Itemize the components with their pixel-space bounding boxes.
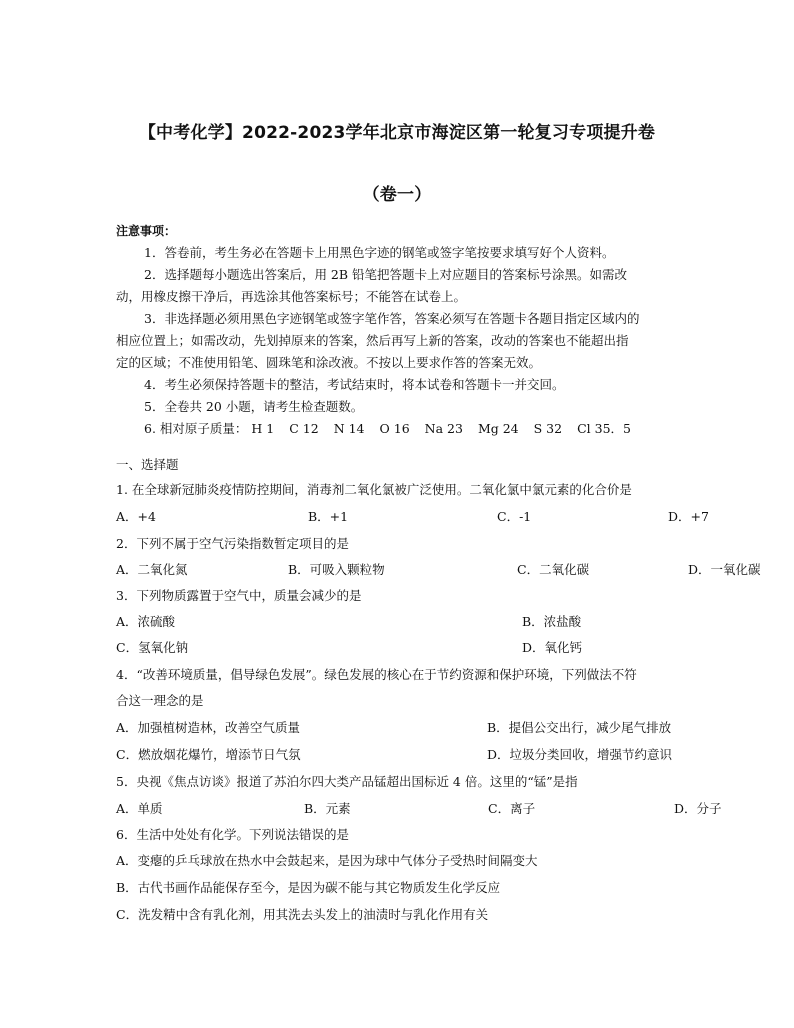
question-stem: 2．下列不属于空气污染指数暂定项目的是 [116, 536, 349, 551]
question-stem: 4．“改善环境质量，倡导绿色发展”。绿色发展的核心在于节约资源和保护环境，下列做法不符 [116, 667, 637, 682]
note-line: 4．考生必须保持答题卡的整洁，考试结束时，将本试卷和答题卡一并交回。 [144, 377, 565, 392]
option-d: D．氧化钙 [522, 640, 583, 655]
question-stem: 6．生活中处处有化学。下列说法错误的是 [116, 827, 349, 842]
question-stem: 合这一理念的是 [116, 693, 204, 708]
option-d: D．垃圾分类回收，增强节约意识 [487, 747, 673, 762]
note-line: 5．全卷共 20 小题，请考生检查题数。 [144, 399, 364, 414]
option-c: C．离子 [488, 801, 536, 816]
section-heading: 一、选择题 [116, 457, 179, 472]
note-line: 动，用橡皮擦干净后，再选涂其他答案标号；不能答在试卷上。 [116, 289, 467, 304]
notes-heading: 注意事项： [116, 224, 177, 238]
option-a: A．浓硫酸 [116, 614, 176, 629]
option-c: C．氢氧化钠 [116, 640, 189, 655]
note-line: 相应位置上；如需改动，先划掉原来的答案，然后再写上新的答案，改动的答案也不能超出指 [116, 333, 629, 348]
option-b: B．浓盐酸 [522, 614, 582, 629]
option-a: A．单质 [116, 801, 163, 816]
option-c: C．二氧化碳 [517, 562, 590, 577]
option-b: B．古代书画作品能保存至今，是因为碳不能与其它物质发生化学反应 [116, 880, 501, 895]
atomic-mass: Mg 24 [477, 421, 519, 436]
option-a: A．二氧化氮 [116, 562, 188, 577]
atomic-mass: O 16 [379, 421, 410, 436]
note-line: 3．非选择题必须用黑色字迹钢笔或签字笔作答，答案必须写在答题卡各题目指定区域内的 [144, 311, 640, 326]
atomic-mass: Na 23 [424, 421, 463, 436]
atomic-mass: Cl 35．5 [577, 421, 631, 436]
note-line: 1．答卷前，考生务必在答题卡上用黑色字迹的钢笔或签字笔按要求填写好个人资料。 [144, 245, 615, 260]
option-b: B．+1 [308, 509, 349, 524]
atomic-mass: H 1 [251, 421, 275, 436]
note-line: 2．选择题每小题选出答案后，用 2B 铅笔把答题卡上对应题目的答案标号涂黑。如需改 [144, 267, 628, 282]
option-a: A．加强植树造林，改善空气质量 [116, 720, 301, 735]
option-b: B．可吸入颗粒物 [288, 562, 385, 577]
option-a: A．变瘪的乒乓球放在热水中会鼓起来，是因为球中气体分子受热时间隔变大 [116, 853, 538, 868]
document-title: 【中考化学】2022-2023学年北京市海淀区第一轮复习专项提升卷 [138, 123, 656, 143]
note-line: 定的区域；不准使用铅笔、圆珠笔和涂改液。不按以上要求作答的答案无效。 [116, 355, 542, 370]
option-b: B．提倡公交出行，减少尾气排放 [487, 720, 672, 735]
atomic-mass-label: 6. 相对原子质量： [144, 421, 248, 436]
document-subtitle: （卷一） [362, 185, 432, 205]
option-d: D．分子 [674, 801, 722, 816]
option-d: D．+7 [668, 509, 709, 524]
atomic-mass: C 12 [289, 421, 319, 436]
question-stem: 5．央视《焦点访谈》报道了苏泊尔四大类产品锰超出国标近 4 倍。这里的“锰”是指 [116, 774, 578, 789]
option-a: A．+4 [116, 509, 156, 524]
question-stem: 1. 在全球新冠肺炎疫情防控期间，消毒剂二氧化氯被广泛使用。二氧化氯中氯元素的化合价是 [116, 482, 632, 497]
option-c: C．燃放烟花爆竹，增添节日气氛 [116, 747, 301, 762]
option-b: B．元素 [304, 801, 351, 816]
option-c: C．-1 [497, 509, 532, 524]
option-c: C．洗发精中含有乳化剂，用其洗去头发上的油渍时与乳化作用有关 [116, 907, 489, 922]
atomic-mass: S 32 [533, 421, 563, 436]
option-d: D．一氧化碳 [688, 562, 761, 577]
atomic-mass: N 14 [333, 421, 365, 436]
question-stem: 3．下列物质露置于空气中，质量会减少的是 [116, 588, 362, 603]
atomic-mass-line [144, 421, 646, 437]
